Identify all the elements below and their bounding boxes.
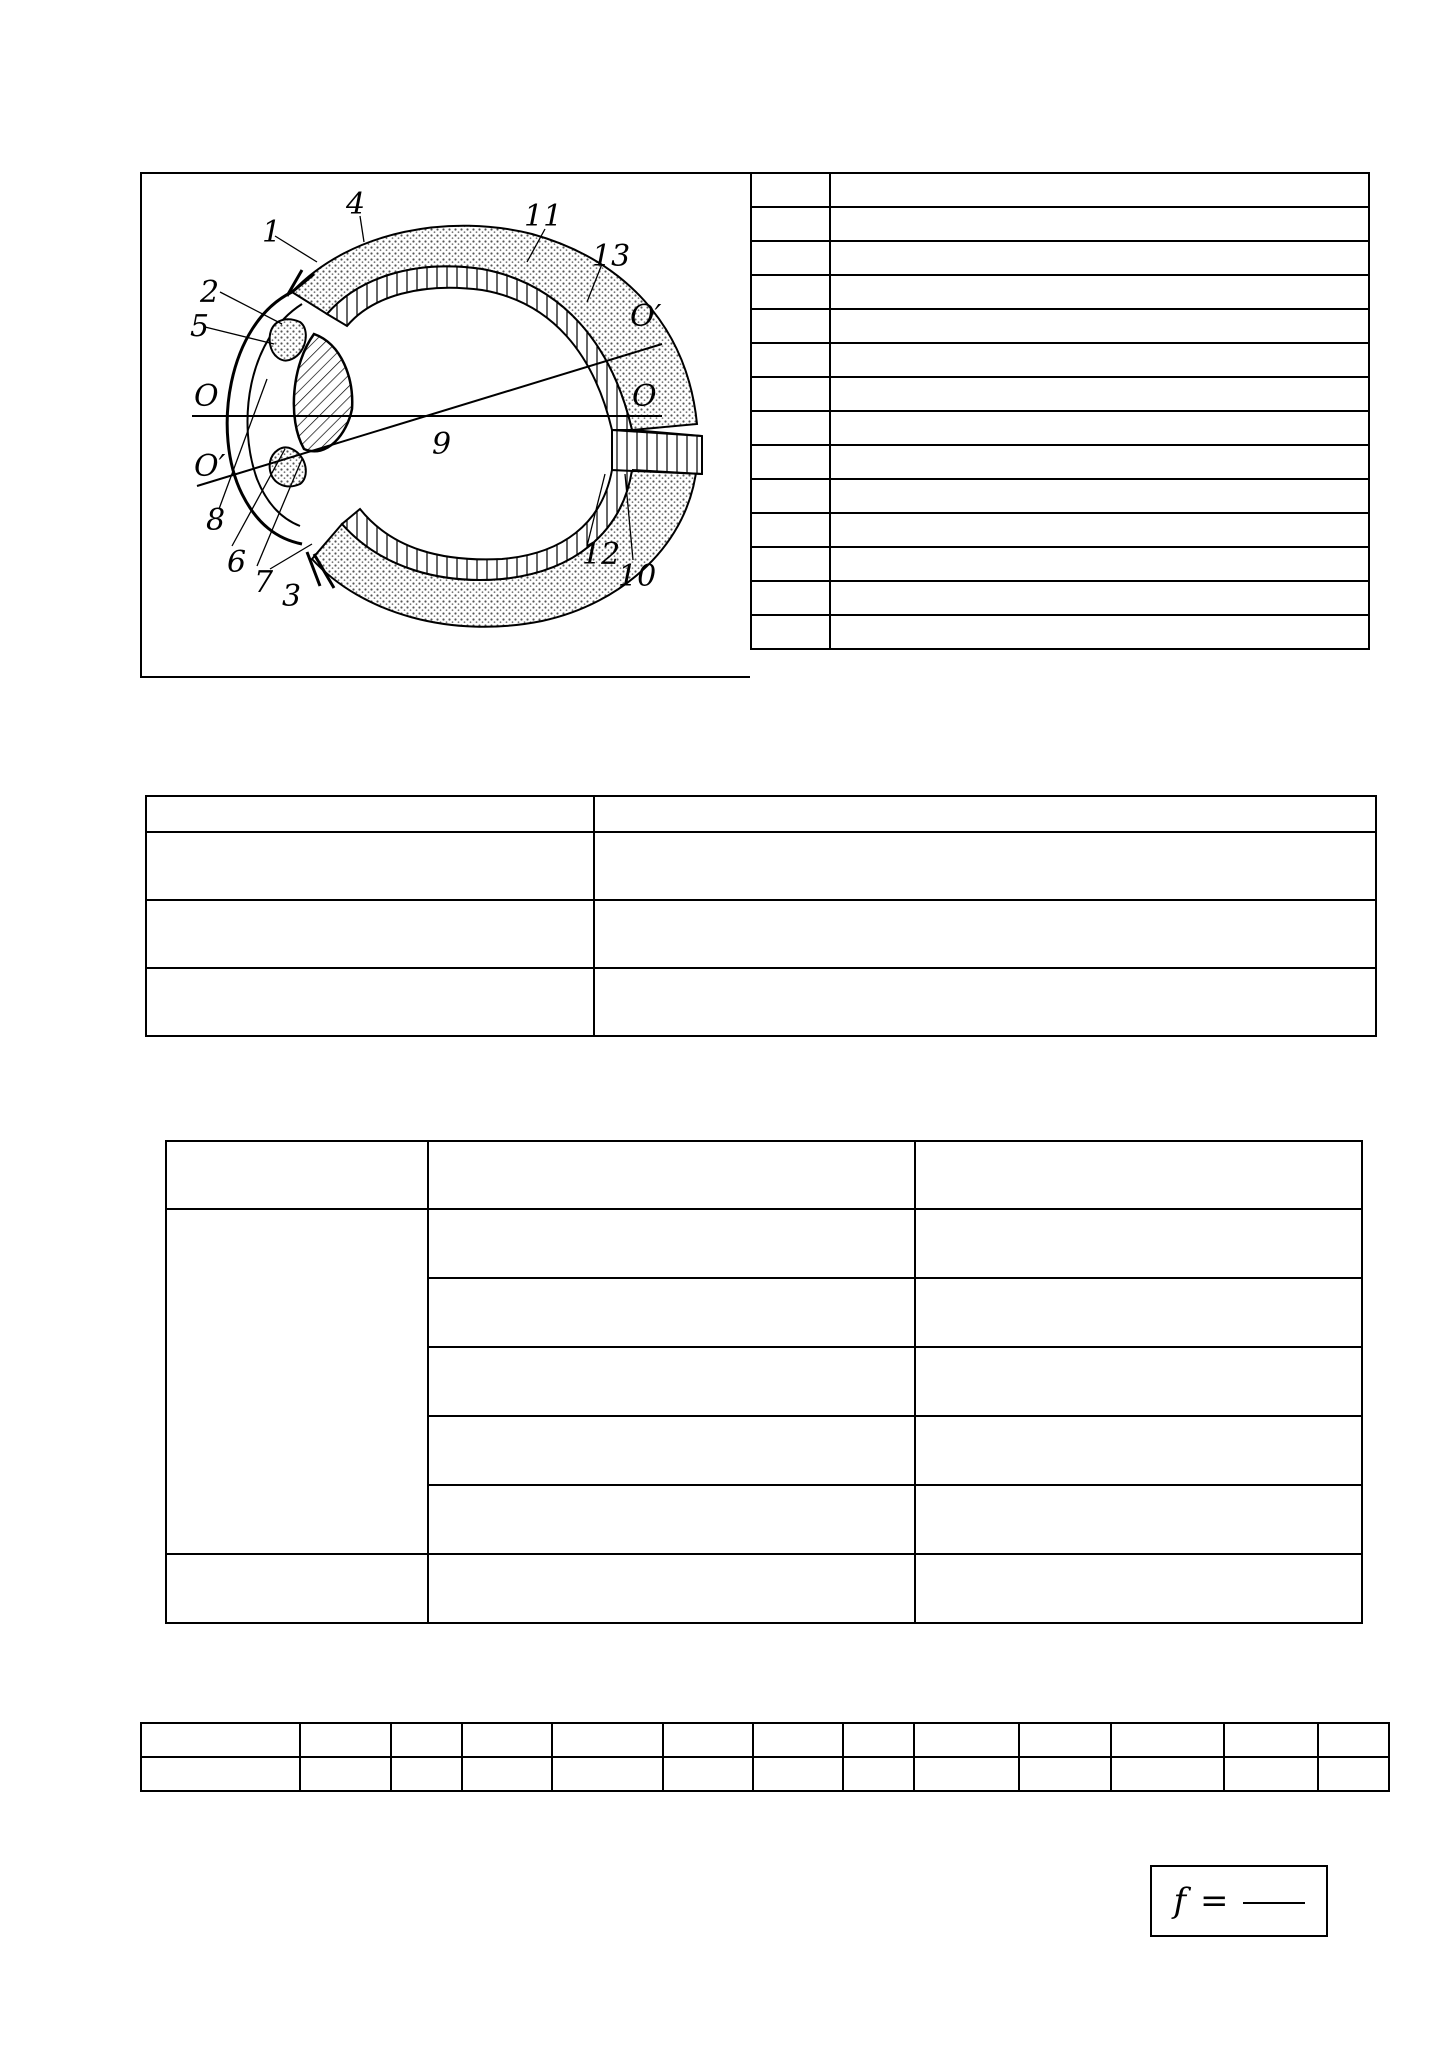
table-cell[interactable] bbox=[462, 1757, 552, 1791]
table-cell bbox=[751, 513, 830, 547]
label-13: 13 bbox=[592, 239, 631, 274]
table-cell[interactable] bbox=[146, 900, 594, 968]
values-table bbox=[140, 1722, 1390, 1792]
table-header-cell bbox=[428, 1141, 915, 1209]
table-cell bbox=[751, 207, 830, 241]
table-cell[interactable] bbox=[166, 1554, 428, 1623]
label-1: 1 bbox=[262, 215, 282, 250]
table-cell[interactable] bbox=[830, 581, 1369, 615]
formula-variable: f bbox=[1173, 1881, 1187, 1921]
table-cell[interactable] bbox=[594, 832, 1376, 900]
axis-label-o-prime-left: O′ bbox=[194, 449, 226, 484]
table-header-cell bbox=[166, 1141, 428, 1209]
table-cell[interactable] bbox=[830, 547, 1369, 581]
table-row bbox=[751, 343, 1369, 377]
label-5: 5 bbox=[190, 309, 210, 344]
table-cell[interactable] bbox=[1318, 1757, 1389, 1791]
table-cell[interactable] bbox=[830, 275, 1369, 309]
table-header-cell bbox=[915, 1141, 1362, 1209]
table-cell[interactable] bbox=[552, 1757, 663, 1791]
eye-cross-section bbox=[142, 174, 750, 678]
formula-equals: = bbox=[1200, 1881, 1229, 1921]
table-row bbox=[751, 513, 1369, 547]
table-cell bbox=[843, 1723, 914, 1757]
table-cell bbox=[663, 1723, 753, 1757]
label-10: 10 bbox=[618, 559, 657, 594]
table-cell bbox=[141, 1723, 300, 1757]
table-cell bbox=[914, 1723, 1019, 1757]
table-cell[interactable] bbox=[594, 900, 1376, 968]
label-8: 8 bbox=[206, 503, 226, 538]
table-cell[interactable] bbox=[843, 1757, 914, 1791]
table-row bbox=[751, 173, 1369, 207]
table-cell[interactable] bbox=[428, 1416, 915, 1485]
table-row bbox=[751, 547, 1369, 581]
table-cell[interactable] bbox=[428, 1485, 915, 1554]
table-row bbox=[751, 275, 1369, 309]
table-cell bbox=[751, 615, 830, 649]
table-cell[interactable] bbox=[830, 479, 1369, 513]
properties-table bbox=[165, 1140, 1363, 1624]
table-cell[interactable] bbox=[391, 1757, 462, 1791]
table-header-cell bbox=[146, 796, 594, 832]
table-cell[interactable] bbox=[146, 968, 594, 1036]
table-row bbox=[751, 479, 1369, 513]
table-cell bbox=[751, 411, 830, 445]
table-cell bbox=[751, 241, 830, 275]
formula-box bbox=[1150, 1865, 1328, 1937]
table-cell bbox=[552, 1723, 663, 1757]
table-cell[interactable] bbox=[594, 968, 1376, 1036]
table-cell[interactable] bbox=[915, 1209, 1362, 1278]
table-cell[interactable] bbox=[830, 241, 1369, 275]
table-row bbox=[751, 241, 1369, 275]
table-cell bbox=[1111, 1723, 1224, 1757]
eye-diagram bbox=[140, 172, 750, 678]
table-row bbox=[751, 309, 1369, 343]
table-cell[interactable] bbox=[663, 1757, 753, 1791]
label-9: 9 bbox=[432, 427, 452, 462]
table-cell bbox=[751, 275, 830, 309]
table-row bbox=[146, 968, 1376, 1036]
table-cell bbox=[753, 1723, 843, 1757]
table-cell bbox=[462, 1723, 552, 1757]
formula-fraction-line[interactable] bbox=[1243, 1902, 1305, 1904]
table-cell[interactable] bbox=[428, 1278, 915, 1347]
table-cell bbox=[391, 1723, 462, 1757]
table-cell bbox=[751, 377, 830, 411]
table-cell[interactable] bbox=[428, 1347, 915, 1416]
table-row bbox=[751, 445, 1369, 479]
table-cell bbox=[751, 547, 830, 581]
table-cell[interactable] bbox=[830, 513, 1369, 547]
table-cell[interactable] bbox=[915, 1278, 1362, 1347]
table-cell[interactable] bbox=[1111, 1757, 1224, 1791]
table-cell[interactable] bbox=[428, 1209, 915, 1278]
table-cell bbox=[1019, 1723, 1111, 1757]
axis-label-o-left: O bbox=[194, 379, 219, 414]
table-cell bbox=[751, 343, 830, 377]
table-row bbox=[751, 377, 1369, 411]
table-row bbox=[146, 796, 1376, 832]
table-cell[interactable] bbox=[915, 1485, 1362, 1554]
label-11: 11 bbox=[524, 199, 563, 234]
iris-upper bbox=[270, 319, 306, 360]
table-cell bbox=[751, 479, 830, 513]
table-cell[interactable] bbox=[830, 309, 1369, 343]
table-row bbox=[166, 1554, 1362, 1623]
label-3: 3 bbox=[282, 579, 302, 614]
table-cell[interactable] bbox=[830, 377, 1369, 411]
table-row bbox=[751, 207, 1369, 241]
merged-group-cell[interactable] bbox=[166, 1209, 428, 1554]
axis-label-o-prime-right: O′ bbox=[630, 299, 662, 334]
table-cell[interactable] bbox=[428, 1554, 915, 1623]
label-2: 2 bbox=[200, 275, 220, 310]
table-row bbox=[166, 1141, 1362, 1209]
table-cell bbox=[1318, 1723, 1389, 1757]
table-cell[interactable] bbox=[1224, 1757, 1318, 1791]
table-cell[interactable] bbox=[830, 173, 1369, 207]
table-cell[interactable] bbox=[915, 1554, 1362, 1623]
table-cell bbox=[300, 1723, 391, 1757]
table-row bbox=[751, 581, 1369, 615]
table-row bbox=[141, 1757, 1389, 1791]
table-cell[interactable] bbox=[915, 1416, 1362, 1485]
table-cell[interactable] bbox=[830, 615, 1369, 649]
table-cell[interactable] bbox=[830, 411, 1369, 445]
optic-nerve bbox=[612, 430, 702, 474]
table-cell bbox=[751, 309, 830, 343]
table-row bbox=[751, 411, 1369, 445]
table-cell[interactable] bbox=[830, 445, 1369, 479]
table-cell[interactable] bbox=[915, 1347, 1362, 1416]
table-cell bbox=[751, 173, 830, 207]
table-cell bbox=[1224, 1723, 1318, 1757]
terms-table bbox=[145, 795, 1377, 1037]
table-row bbox=[166, 1209, 1362, 1278]
table-cell[interactable] bbox=[300, 1757, 391, 1791]
table-cell[interactable] bbox=[141, 1757, 300, 1791]
labels-answer-table bbox=[750, 172, 1370, 650]
table-row bbox=[146, 832, 1376, 900]
table-cell[interactable] bbox=[914, 1757, 1019, 1791]
table-cell[interactable] bbox=[753, 1757, 843, 1791]
label-7: 7 bbox=[254, 565, 274, 600]
label-12: 12 bbox=[582, 537, 621, 572]
table-cell bbox=[751, 445, 830, 479]
table-cell[interactable] bbox=[1019, 1757, 1111, 1791]
lens bbox=[294, 334, 352, 451]
table-cell[interactable] bbox=[830, 343, 1369, 377]
table-cell[interactable] bbox=[146, 832, 594, 900]
table-row bbox=[141, 1723, 1389, 1757]
table-row bbox=[751, 615, 1369, 649]
table-cell[interactable] bbox=[830, 207, 1369, 241]
label-6: 6 bbox=[227, 545, 247, 580]
label-4: 4 bbox=[346, 187, 366, 222]
table-row bbox=[146, 900, 1376, 968]
table-header-cell bbox=[594, 796, 1376, 832]
axis-label-o-right: O bbox=[632, 379, 657, 414]
table-cell bbox=[751, 581, 830, 615]
